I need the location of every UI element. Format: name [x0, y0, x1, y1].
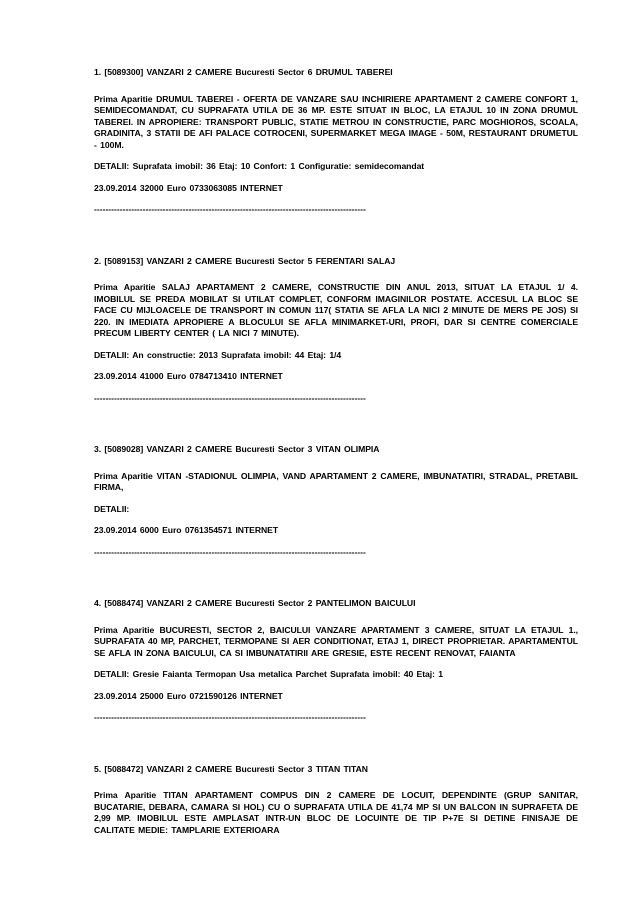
listing-title: 2. [5089153] VANZARI 2 CAMERE Bucuresti Sector 5 FERENTARI SALAJ — [94, 255, 396, 266]
listing-details: DETALII: Suprafata imobil: 36 Etaj: 10 Confort: 1 Configuratie: semidecomandat — [94, 161, 425, 171]
listing-meta: 23.09.2014 41000 Euro 0784713410 INTERNET — [94, 371, 283, 381]
listing-title: 3. [5089028] VANZARI 2 CAMERE Bucuresti Sector 3 VITAN OLIMPIA — [94, 444, 380, 454]
listing-title: 4. [5088474] VANZARI 2 CAMERE Bucuresti Sector 2 PANTELIMON BAICULUI — [94, 598, 416, 608]
listing-meta: 23.09.2014 25000 Euro 0721590126 INTERNET — [94, 690, 283, 701]
listing-separator: ----------------------------------------------------------------------------------------------- — [94, 712, 366, 722]
listing-meta: 23.09.2014 32000 Euro 0733063085 INTERNET — [94, 182, 283, 193]
listing-4 — [94, 598, 578, 724]
listing-separator: ----------------------------------------------------------------------------------------------- — [94, 392, 366, 403]
listing-2 — [94, 256, 578, 405]
listing-separator: ----------------------------------------------------------------------------------------------- — [94, 546, 366, 557]
listing-description: Prima Aparitie VITAN -STADIONUL OLIMPIA, VAND APARTAMENT 2 CAMERE, IMBUNATATIRI, STRADAL, PRETABIL FIRMA, — [94, 470, 578, 492]
listing-title: 5. [5088472] VANZARI 2 CAMERE Bucuresti Sector 3 TITAN TITAN — [94, 763, 368, 774]
listing-description: Prima Aparitie BUCURESTI, SECTOR 2, BAICULUI VANZARE APARTAMENT 3 CAMERE, SITUAT LA ETAJUL 1., SUPRAFATA 40 MP, PARCHET, TERMOPANE SI AER CONDITIONAT, ETAJ 1, DIRECT PROPRIETAR. APARTAMENTUL SE AFLA IN ZONA BAICULUI, CA SI IMBUNATATIRII ARE GRESIE, ESTE RECENT RENOVAT, FAIANTA — [94, 624, 578, 658]
listing-separator: ----------------------------------------------------------------------------------------------- — [94, 204, 366, 214]
listing-details: DETALII: — [94, 503, 130, 514]
listing-description: Prima Aparitie SALAJ APARTAMENT 2 CAMERE, CONSTRUCTIE DIN ANUL 2013, SITUAT LA ETAJUL 1/ 4. IMOBILUL SE PREDA MOBILAT SI UTILAT COMPLET, CONFORM IMAGINILOR POSTATE. ACCESUL LA BLOC SE FACE CU MIJLOACELE DE TRANSPORT IN COMUN 117( STATIA SE AFLA LA NICI 2 MINUTE DE MERS PE JOS) SI 220. IN IMEDIATA APROPIERE A BLOCULUI SE AFLA MINIMARKET-URI, PROFI, DAR SI CENTRE COMERCIALE PRECUM LIBERTY CENTER ( LA NICI 7 MINUTE). — [94, 282, 578, 338]
listing-details: DETALII: Gresie Faianta Termopan Usa metalica Parchet Suprafata imobil: 40 Etaj: 1 — [94, 669, 444, 679]
listing-3 — [94, 444, 578, 558]
listing-description: Prima Aparitie DRUMUL TABEREI - OFERTA DE VANZARE SAU INCHIRIERE APARTAMENT 2 CAMERE CONFORT 1, SEMIDECOMANDAT, CU SUPRAFATA UTILA DE 36 MP. ESTE SITUAT IN BLOC, LA ETAJUL 10 IN ZONA DRUMUL TABEREI. IN APROPIERE: TRANSPORT PUBLIC, STATIE METROU IN CONSTRUCTIE, PARC MOGHIOROS, SCOALA, GRADINITA, 3 STATII DE AFI PALACE COTROCENI, SUPERMARKET MEGA IMAGE - 50M, RESTAURANT DRUMETUL - 100M. — [94, 93, 578, 150]
listing-1 — [94, 67, 578, 216]
listing-title: 1. [5089300] VANZARI 2 CAMERE Bucuresti Sector 6 DRUMUL TABEREI — [94, 67, 393, 77]
listing-details: DETALII: An constructie: 2013 Suprafata imobil: 44 Etaj: 1/4 — [94, 349, 342, 360]
listing-meta: 23.09.2014 6000 Euro 0761354571 INTERNET — [94, 525, 279, 535]
listing-description: Prima Aparitie TITAN APARTAMENT COMPUS DIN 2 CAMERE DE LOCUIT, DEPENDINTE (GRUP SANITAR, BUCATARIE, DEBARA, CAMARA SI HOL) CU O SUPRAFATA UTILA DE 41,74 MP SI UN BALCON IN SUPRAFETA DE 2,99 MP. IMOBILUL ESTE AMPLASAT INTR-UN BLOC DE LOCUINTE DE TIP P+7E SI DETINE FINISAJE DE CALITATE MEDIE: TAMPLARIE EXTERIOARA — [94, 790, 578, 835]
listing-5 — [94, 764, 578, 837]
